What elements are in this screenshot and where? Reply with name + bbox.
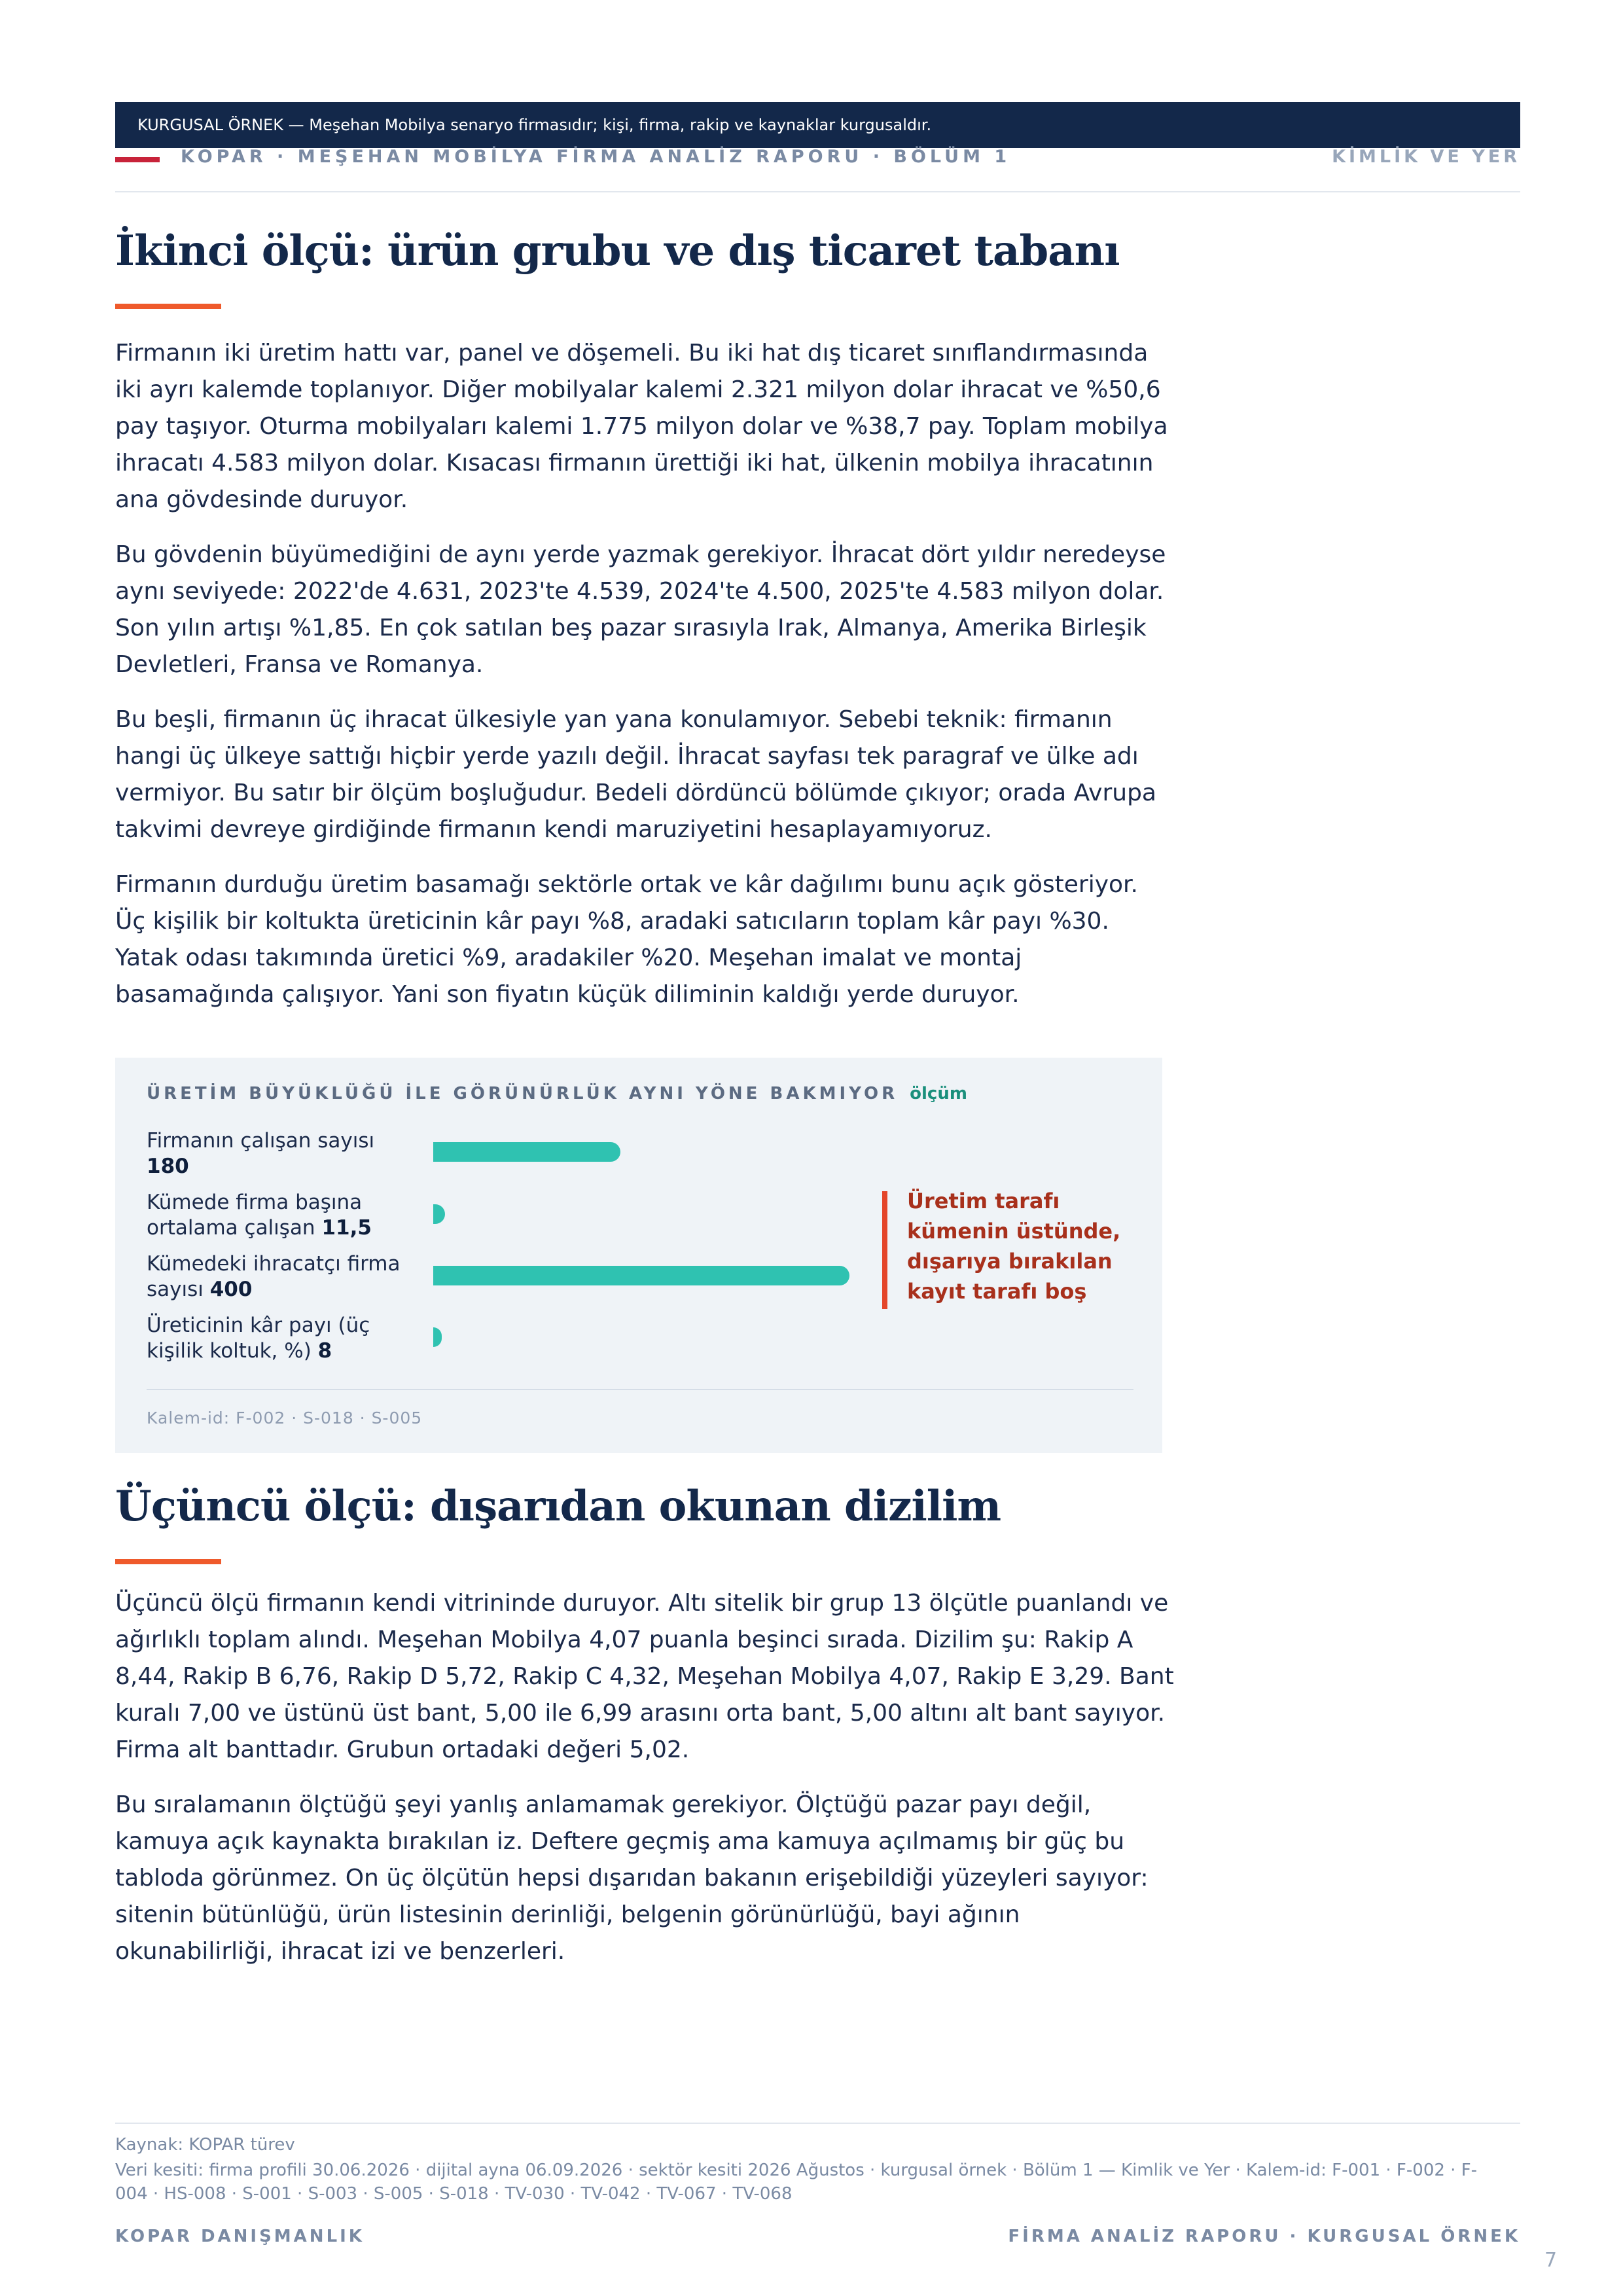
metric-name: Kümede firma başına ortalama çalışan	[147, 1191, 363, 1240]
metric-label	[147, 1313, 421, 1364]
fictional-example-banner: KURGUSAL ÖRNEK — Meşehan Mobilya senaryo firmasıdır; kişi, firma, rakip ve kaynaklar kurgusaldır.	[115, 102, 1520, 148]
section-body	[115, 335, 1175, 1031]
running-head-title: KOPAR · MEŞEHAN MOBİLYA FİRMA ANALİZ RAPORU · BÖLÜM 1	[181, 147, 1011, 167]
metric-label	[147, 1190, 421, 1241]
callout-tag: ölçüm	[910, 1084, 967, 1103]
heading-accent-rule	[115, 1559, 221, 1564]
paragraph: Firmanın durduğu üretim basamağı sektörle ortak ve kâr dağılımı bunu açık gösteriyor. Üç kişilik bir koltukta üreticinin kâr payı %8, aradaki satıcıların toplam kâr payı %30. Yatak odası takımında üretici %9, aradakiler %20. Meşehan imalat ve montaj basamağında çalışıyor. Yani son fiyatın küçük diliminin kaldığı yerde duruyor.	[115, 871, 1138, 1008]
metric-value: 8	[317, 1339, 332, 1363]
metric-label	[147, 1251, 421, 1302]
footer-report-label: FİRMA ANALİZ RAPORU · KURGUSAL ÖRNEK	[1008, 2227, 1520, 2246]
running-head-section: KİMLİK VE YER	[1332, 147, 1520, 167]
heading-accent-rule	[115, 304, 221, 309]
page-number: 7	[1544, 2249, 1558, 2272]
metric-label	[147, 1128, 421, 1179]
metrics-callout	[115, 1058, 1162, 1453]
paragraph: Bu gövdenin büyümediğini de aynı yerde yazmak gerekiyor. İhracat dört yıldır neredeyse aynı seviyede: 2022'de 4.631, 2023'te 4.539, 2024'te 4.500, 2025'te 4.583 milyon dolar. Son yılın artışı %1,85. En çok satılan beş pazar sırasıyla Irak, Almanya, Amerika Birleşik Devletleri, Fransa ve Romanya.	[115, 541, 1166, 678]
note-accent-rule	[882, 1191, 887, 1309]
running-head-divider	[115, 191, 1520, 192]
footer-divider	[115, 2123, 1520, 2124]
section-body	[115, 1585, 1175, 1988]
paragraph: Bu beşli, firmanın üç ihracat ülkesiyle yan yana konulamıyor. Sebebi teknik: firmanın hangi üç ülkeye sattığı hiçbir yerde yazılı değil. İhracat sayfası tek paragraf ve ülke adı vermiyor. Bu satır bir ölçüm boşluğudur. Bedeli dördüncü bölümde çıkıyor; orada Avrupa takvimi devreye girdiğinde firmanın kendi maruziyetini hesaplayamıyoruz.	[115, 706, 1156, 843]
footer-source: Kaynak: KOPAR türev	[115, 2135, 295, 2155]
section-heading: İkinci ölçü: ürün grubu ve dış ticaret tabanı	[115, 226, 1120, 276]
item-ids: Kalem-id: F-002 · S-018 · S-005	[147, 1408, 423, 1427]
metric-bar	[433, 1327, 442, 1347]
paragraph: Üçüncü ölçü firmanın kendi vitrininde duruyor. Altı sitelik bir grup 13 ölçütle puanlandı ve ağırlıklı toplam alındı. Meşehan Mobilya 4,07 puanla beşinci sırada. Dizilim şu: Rakip A 8,44, Rakip B 6,76, Rakip D 5,72, Rakip C 4,32, Meşehan Mobilya 4,07, Rakip E 3,29. Bant kuralı 7,00 ve üstünü üst bant, 5,00 ile 6,99 arasını orta bant, 5,00 altını alt bant sayıyor. Firma alt banttadır. Grubun ortadaki değeri 5,02.	[115, 1590, 1174, 1763]
metric-bar	[433, 1142, 620, 1162]
metric-value: 400	[209, 1278, 253, 1301]
metric-name: Firmanın çalışan sayısı	[147, 1129, 375, 1153]
footer-meta: Veri kesiti: firma profili 30.06.2026 · dijital ayna 06.09.2026 · sektör kesiti 2026 Ağustos · kurgusal örnek · Bölüm 1 — Kimlik ve Yer · Kalem-id: F-001 · F-002 · F-004 · HS-008 · S-001 · S-003 · S-005 · S-018 · TV-030 · TV-042 · TV-067 · TV-068	[115, 2161, 1478, 2204]
metric-value: 180	[147, 1155, 189, 1178]
metric-name: Üreticinin kâr payı (üç kişilik koltuk, %)	[147, 1314, 370, 1363]
paragraph: Bu sıralamanın ölçtüğü şeyi yanlış anlamamak gerekiyor. Ölçtüğü pazar payı değil, kamuya açık kaynakta bırakılan iz. Deftere geçmiş ama kamuya açılmamış bir güç bu tabloda görünmez. On üç ölçütün hepsi dışarıdan bakanın erişebildiği yüzeyleri sayıyor: sitenin bütünlüğü, ürün listesinin derinliği, belgenin görünürlüğü, bayi ağının okunabilirliği, ihracat izi ve benzerleri.	[115, 1791, 1149, 1965]
callout-note: Üretim tarafı kümenin üstünde, dışarıya bırakılan kayıt tarafı boş	[907, 1189, 1121, 1304]
running-head-mark	[115, 157, 160, 162]
section-heading: Üçüncü ölçü: dışarıdan okunan dizilim	[115, 1482, 1001, 1531]
metric-name: Kümedeki ihracatçı firma sayısı	[147, 1252, 401, 1301]
paragraph: Firmanın iki üretim hattı var, panel ve döşemeli. Bu iki hat dış ticaret sınıflandırmasında iki ayrı kalemde toplanıyor. Diğer mobilyalar kalemi 2.321 milyon dolar ihracat ve %50,6 pay taşıyor. Oturma mobilyaları kalemi 1.775 milyon dolar ve %38,7 pay. Toplam mobilya ihracatı 4.583 milyon dolar. Kısacası firmanın ürettiği iki hat, ülkenin mobilya ihracatının ana gövdesinde duruyor.	[115, 340, 1168, 513]
metric-bar	[433, 1204, 445, 1224]
callout-divider	[147, 1389, 1133, 1390]
callout-title	[147, 1084, 967, 1103]
footer-company: KOPAR DANIŞMANLIK	[115, 2227, 365, 2246]
callout-title-text: ÜRETİM BÜYÜKLÜĞÜ İLE GÖRÜNÜRLÜK AYNI YÖNE BAKMIYOR	[147, 1084, 899, 1103]
metric-bar	[433, 1266, 849, 1285]
metric-value: 11,5	[321, 1216, 372, 1240]
